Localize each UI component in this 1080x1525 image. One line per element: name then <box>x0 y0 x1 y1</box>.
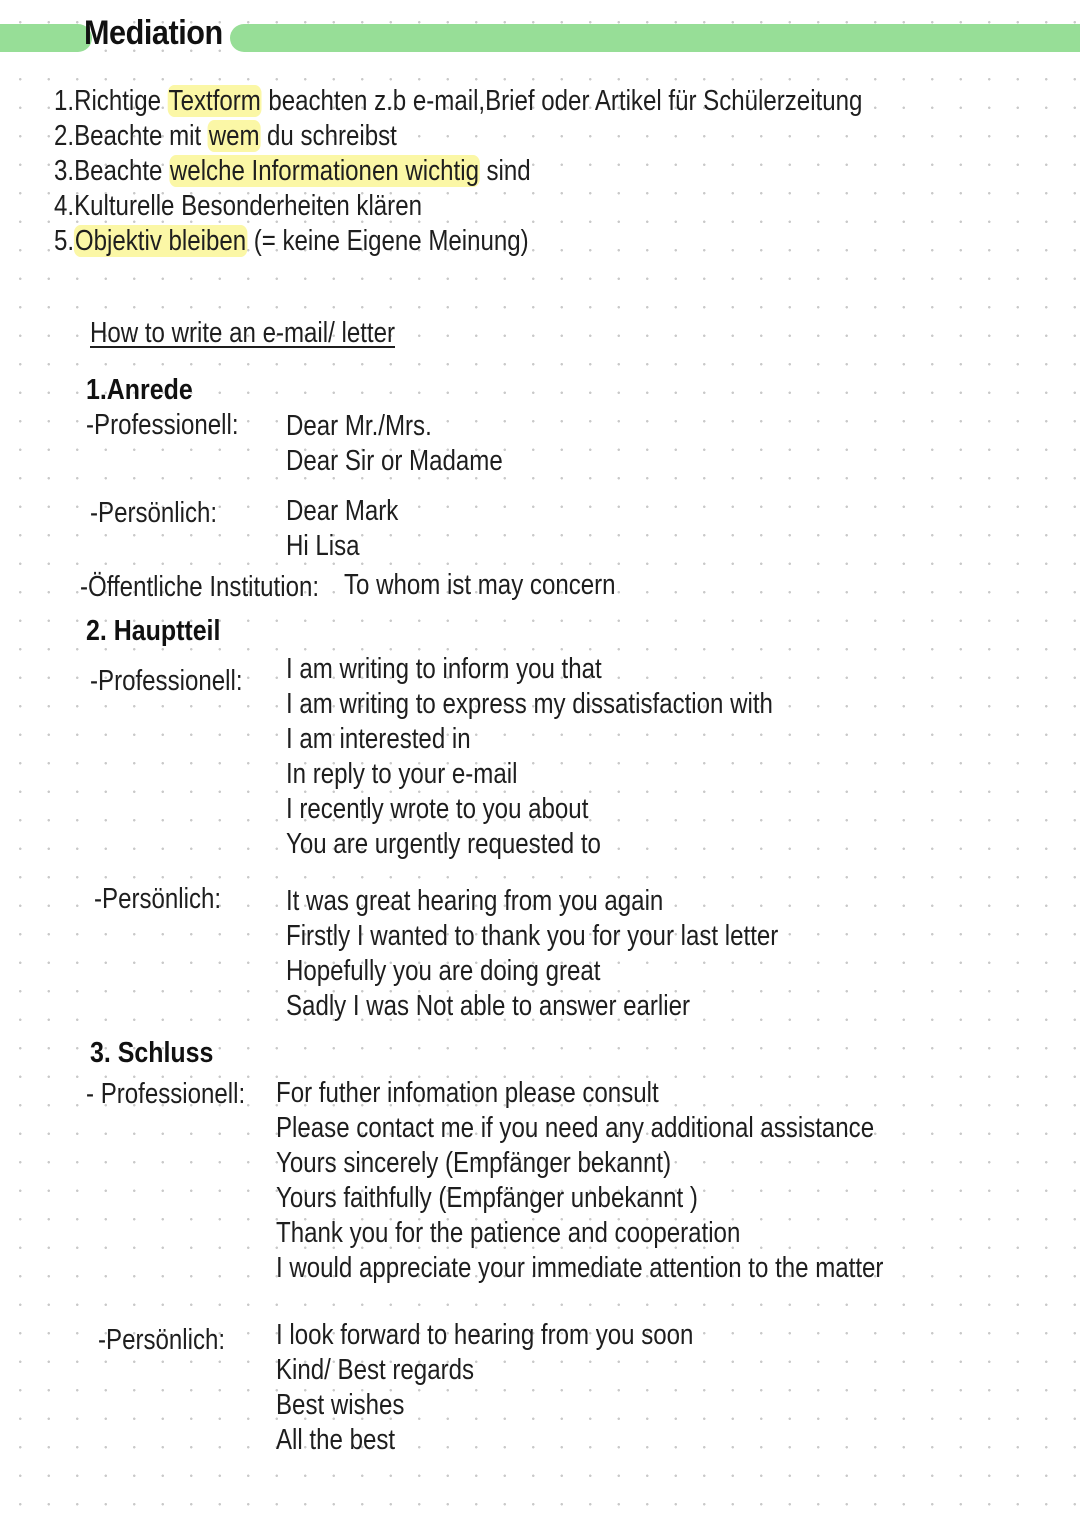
hauptteil-professionell-line: I am writing to inform you that <box>286 653 602 685</box>
schluss-professionell-line: I would appreciate your immediate attention to the matter <box>276 1252 884 1284</box>
hauptteil-professionell-label: -Professionell: <box>90 665 243 697</box>
step-item-1 <box>54 84 862 119</box>
anrede-professionell-line: Dear Mr./Mrs. <box>286 410 432 442</box>
schluss-professionell-line: Please contact me if you need any additional assistance <box>276 1112 875 1144</box>
section-heading-anrede: 1.Anrede <box>86 374 193 406</box>
schluss-persoenlich-label: -Persönlich: <box>98 1324 226 1356</box>
step-text: Richtige <box>74 85 168 117</box>
hauptteil-professionell-line: You are urgently requested to <box>286 828 601 860</box>
step-text: du schreibst <box>260 120 397 152</box>
step-list <box>54 84 862 259</box>
title-bar-right-decoration <box>230 24 1080 52</box>
anrede-persoenlich-line: Dear Mark <box>286 495 399 527</box>
anrede-oeffentlich-label: -Öffentliche Institution: <box>80 571 320 603</box>
step-text: Kulturelle Besonderheiten klären <box>74 190 422 222</box>
step-number: 2. <box>54 120 75 152</box>
hauptteil-professionell-list <box>286 652 773 862</box>
step-item-4 <box>54 189 862 224</box>
hauptteil-persoenlich-label: -Persönlich: <box>94 883 222 915</box>
schluss-persoenlich-list <box>276 1318 693 1458</box>
step-highlight: wem <box>208 120 260 152</box>
schluss-professionell-label: - Professionell: <box>86 1078 246 1110</box>
step-text: sind <box>479 155 531 187</box>
step-number: 3. <box>54 155 75 187</box>
step-text: Beachte <box>74 155 170 187</box>
step-text: beachten z.b e-mail,Brief oder Artikel für Schülerzeitung <box>261 85 863 117</box>
guide-title: How to write an e-mail/ letter <box>90 317 395 349</box>
title-bar-left-decoration <box>0 24 92 52</box>
anrede-persoenlich-line: Hi Lisa <box>286 530 360 562</box>
hauptteil-professionell-line: I am writing to express my dissatisfaction with <box>286 688 773 720</box>
schluss-professionell-line: Yours sincerely (Empfänger bekannt) <box>276 1147 672 1179</box>
step-text: Beachte mit <box>74 120 208 152</box>
schluss-persoenlich-line: Best wishes <box>276 1389 405 1421</box>
step-item-3 <box>54 154 862 189</box>
step-highlight: Objektiv bleiben <box>74 225 247 257</box>
hauptteil-persoenlich-line: Sadly I was Not able to answer earlier <box>286 990 691 1022</box>
step-highlight: Textform <box>168 85 261 117</box>
step-highlight: welche Informationen wichtig <box>169 155 479 187</box>
hauptteil-persoenlich-list <box>286 884 778 1024</box>
page-title: Mediation <box>84 14 223 52</box>
anrede-persoenlich-label: -Persönlich: <box>90 497 218 529</box>
anrede-oeffentlich-value: To whom ist may concern <box>344 569 616 601</box>
step-number: 5. <box>54 225 75 257</box>
step-item-2 <box>54 119 862 154</box>
step-item-5 <box>54 224 862 259</box>
schluss-persoenlich-line: I look forward to hearing from you soon <box>276 1319 694 1351</box>
schluss-persoenlich-line: Kind/ Best regards <box>276 1354 475 1386</box>
step-number: 4. <box>54 190 75 222</box>
anrede-persoenlich-list <box>286 494 398 564</box>
section-heading-schluss: 3. Schluss <box>90 1037 214 1069</box>
step-text: (= keine Eigene Meinung) <box>247 225 529 257</box>
anrede-professionell-list <box>286 409 503 479</box>
hauptteil-professionell-line: In reply to your e-mail <box>286 758 518 790</box>
schluss-professionell-list <box>276 1076 883 1286</box>
hauptteil-persoenlich-line: Hopefully you are doing great <box>286 955 601 987</box>
schluss-professionell-line: For futher infomation please consult <box>276 1077 659 1109</box>
schluss-professionell-line: Thank you for the patience and cooperation <box>276 1217 741 1249</box>
anrede-professionell-label: -Professionell: <box>86 409 239 441</box>
hauptteil-persoenlich-line: It was great hearing from you again <box>286 885 664 917</box>
hauptteil-professionell-line: I recently wrote to you about <box>286 793 589 825</box>
schluss-persoenlich-line: All the best <box>276 1424 396 1456</box>
hauptteil-professionell-line: I am interested in <box>286 723 471 755</box>
schluss-professionell-line: Yours faithfully (Empfänger unbekannt ) <box>276 1182 698 1214</box>
section-heading-hauptteil: 2. Hauptteil <box>86 615 221 647</box>
step-number: 1. <box>54 85 75 117</box>
hauptteil-persoenlich-line: Firstly I wanted to thank you for your last letter <box>286 920 779 952</box>
anrede-professionell-line: Dear Sir or Madame <box>286 445 503 477</box>
